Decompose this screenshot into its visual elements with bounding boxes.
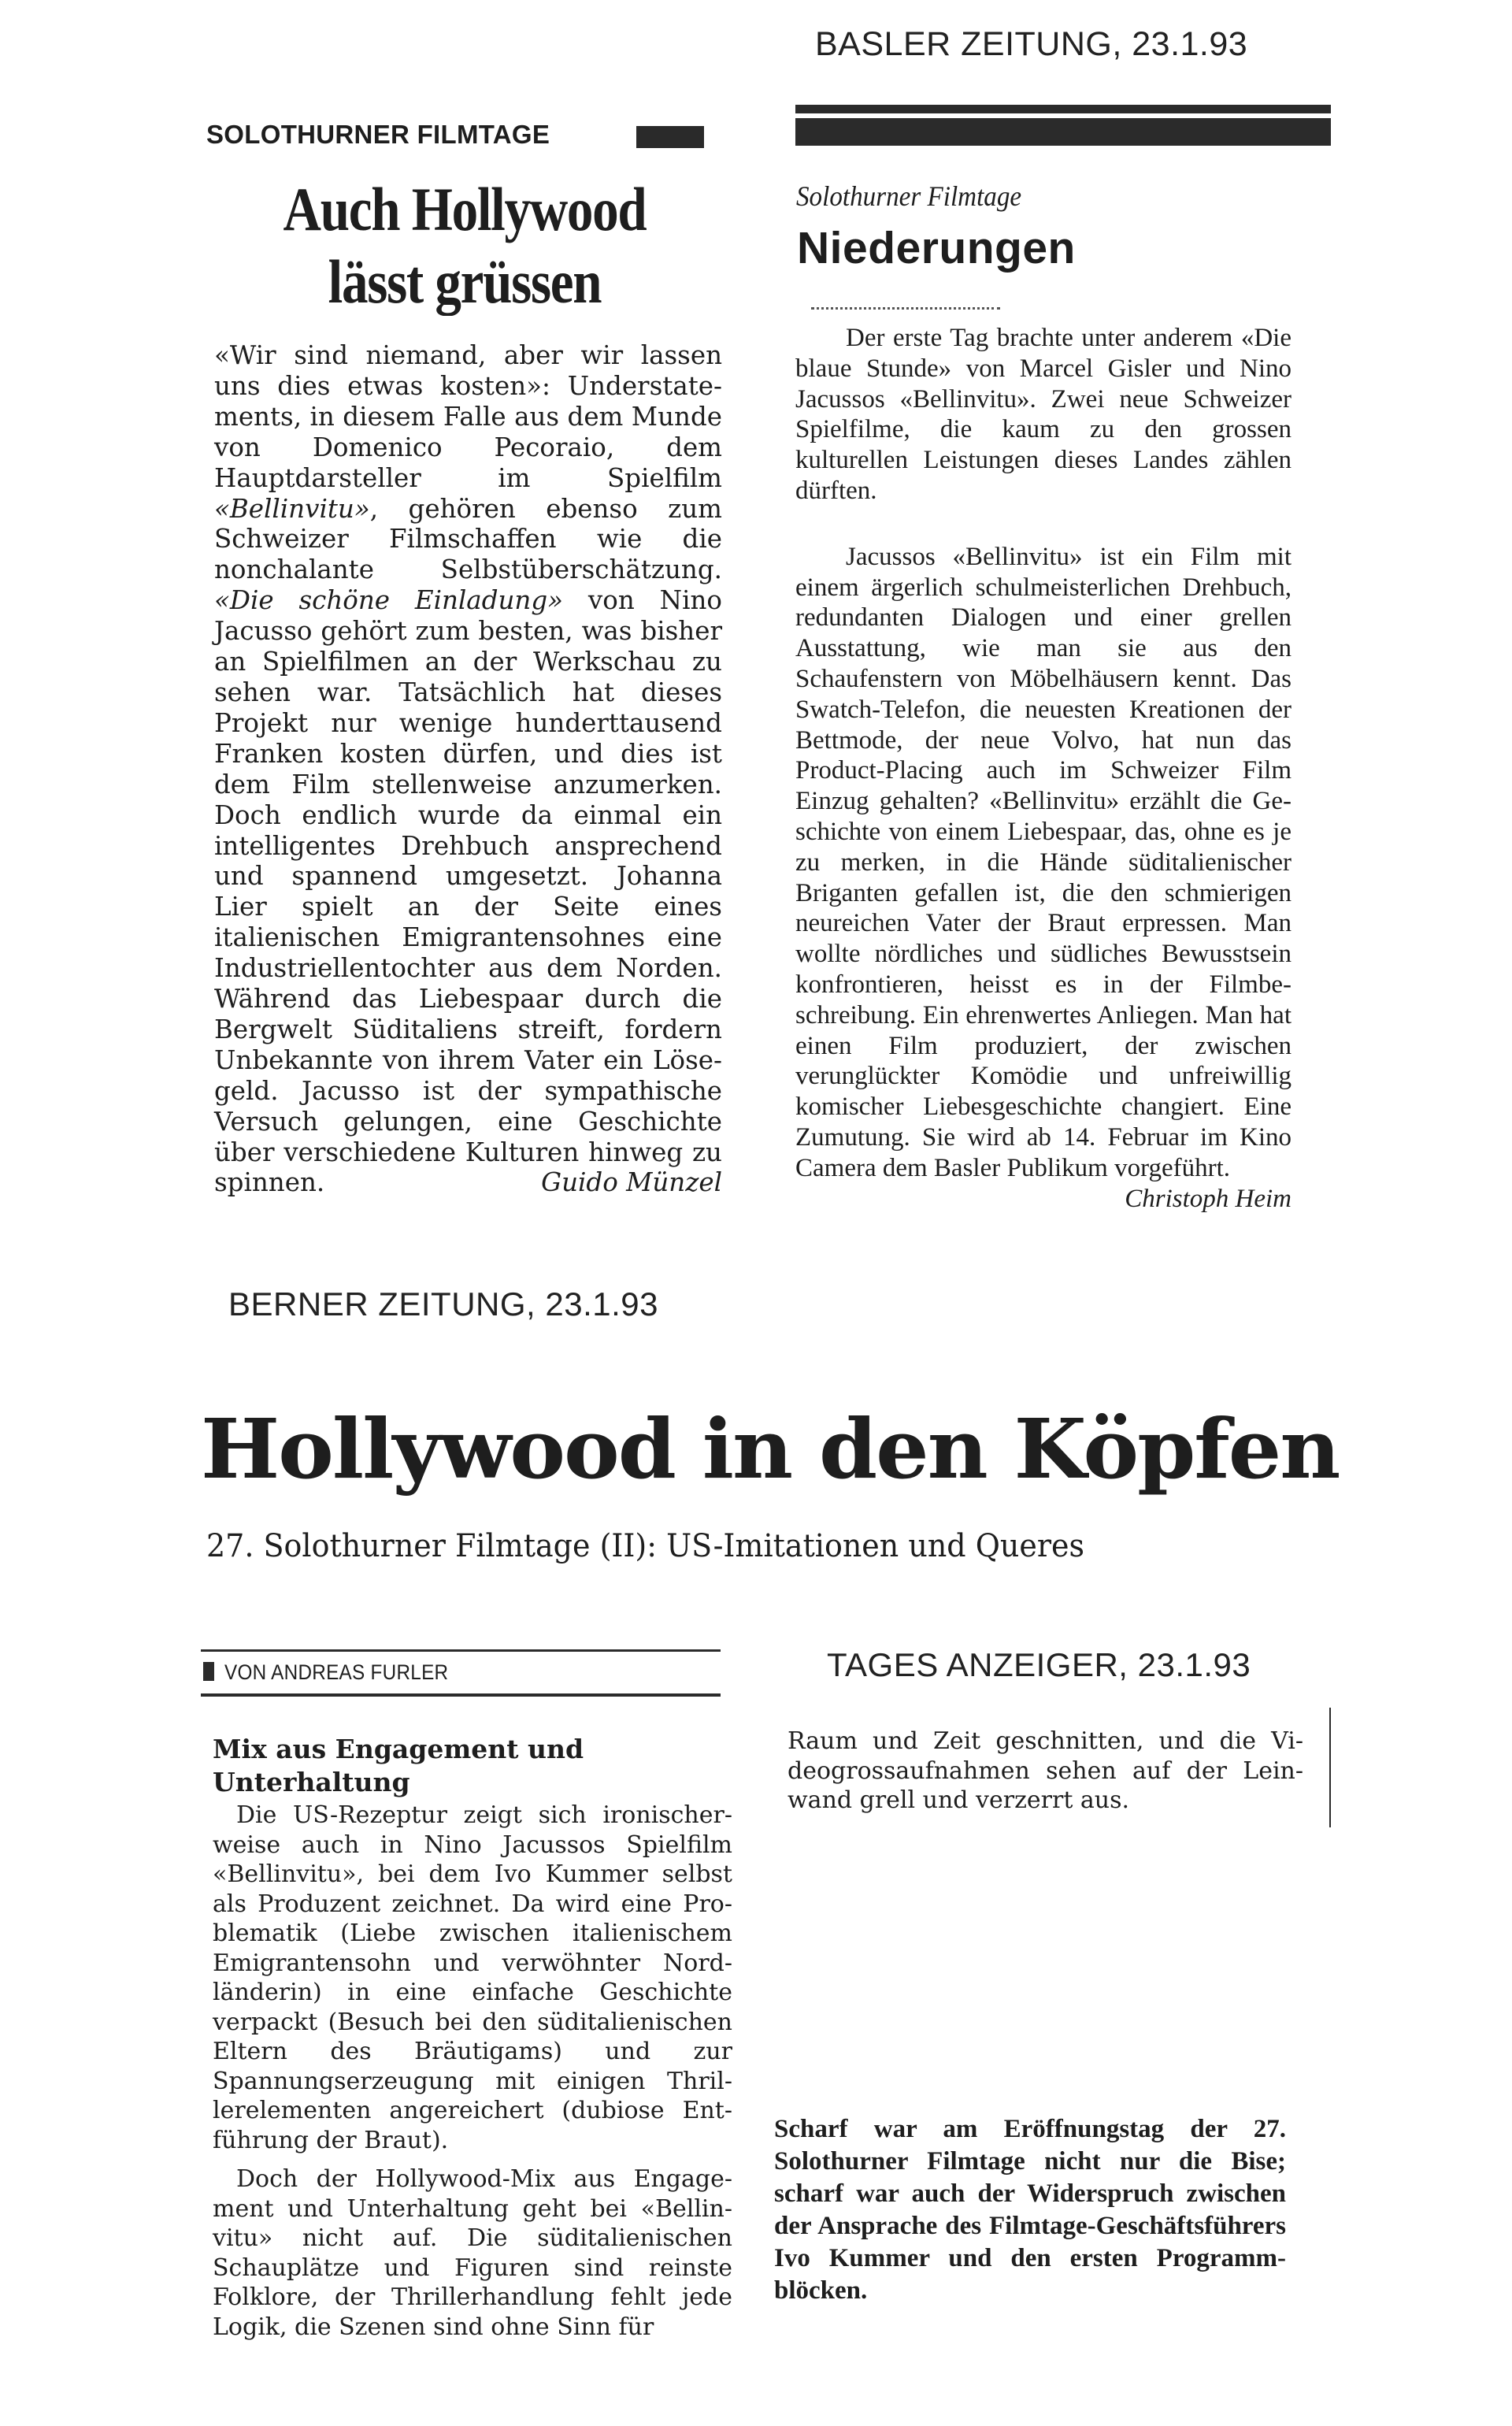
headline-niederungen: Niederungen [797,223,1076,273]
subhead-mix-aus-engagement: Mix aus Engagement und Unterhaltung [213,1734,584,1797]
source-basler-zeitung: BASLER ZEITUNG, 23.1.93 [815,25,1248,63]
rule-thin [795,105,1331,113]
headline-line-1: Auch Hollywood [283,175,647,243]
kicker-solothurner-filmtage-italic: Solothurner Filmtage [796,180,1022,212]
paragraph: Jacussos «Bellinvitu» ist ein Film mit einem ärgerlich schulmeisterlichen Drehbuch, redundanten Dialogen und einer grellen Ausstattung, wie man sie aus den Schaufenstern von Möbelhäusern kennt. Das Swatch-Telefon, die neuesten Kreationen der Bettmode, der neue Volvo, hat nun das Product-Placing auch im Schweizer Film Einzug gehalten? «Bellinvitu» erzählt die Geschichte von einem Liebespaar, das, ohne es je zu merken, in die Hände süditalienischer Briganten gefallen ist, die den schmierigen neureichen Vater der Braut erpressen. Man wollte nördliches und südliches Bewusstsein konfrontieren, heisst es in der Filmbeschreibung. Ein ehrenwertes Anliegen. Man hat einen Film produziert, der zwischen verunglückter Komödie und unfreiwillig komischer Liebesgeschichte changiert. Eine Zumutung. Sie wird ab 14. Februar im Kino Camera dem Basler Publikum vorgeführt. [795,542,1292,1182]
article-continuation: Raum und Zeit geschnitten, und die Videogrossaufnahmen sehen auf der Leinwand grell und verzerrt aus. [788,1727,1303,1814]
source-berner-zeitung: BERNER ZEITUNG, 23.1.93 [228,1285,658,1322]
paragraph: Die US-Rezeptur zeigt sich ironischerweise auch in Nino Jacussos Spielfilm «Bellinvitu», bei dem Ivo Kummer selbst als Produzent zeichnet. Da wird eine Problematik (Liebe zwischen italienischem Emigrantensohn und verwöhnter Nordländerin) in eine einfache Geschichte verpackt (Besuch bei den süditalienischen Eltern des Bräutigams) und zur Spannungserzeugung mit einigen Thrillerelementen angereichert (dubiose Entführung der Braut). [213,1801,732,2154]
article-body-basler [795,323,1292,1214]
body-segment: von Nino Jacusso gehört zum besten, was bisher an Spielfilmen an der Werkschau zu sehen war. Tatsächlich hat dieses Projekt nur wenige hunderttausend Franken kosten dürfen, und dies ist dem Film stellenweise anzumerken. Doch endlich wurde da einmal ein intelligentes Drehbuch ansprechend und spannend umgesetzt. Johanna Lier spielt an der Seite eines italienischen Emigrantensohnes eine Industriellentochter aus dem Norden. Während das Liebespaar durch die Bergwelt Süditaliens streift, fordern Unbekannte von ihrem Vater ein Lösegeld. Jacusso ist der sympathische Versuch gelungen, eine Geschichte über verschiedene Kulturen hinweg zu spinnen. [214,585,722,1198]
source-tages-anzeiger: TAGES ANZEIGER, 23.1.93 [827,1646,1251,1683]
film-title-bellinvitu: «Bellinvitu» [214,493,370,524]
body-segment: «Wir sind niemand, aber wir lassen uns dies etwas kosten»: Understatements, in diesem Falle aus dem Munde von Domenico Pecoraio, dem Hauptdarsteller im Spielfilm [214,340,722,493]
author-christoph-heim: Christoph Heim [1125,1184,1292,1213]
article-lead-bold: Scharf war am Eröffnungstag der 27. Solothurner Filmtage nicht nur die Bise; scharf war auch der Widerspruch zwischen der Ansprache des Filmtage-Geschäftsführers Ivo Kummer und den ersten Programmblöcken. [774,2115,1286,2305]
film-title-schoene-einladung: «Die schöne Einladung» [214,585,564,616]
article-body-tages [213,1801,732,2342]
paragraph: Doch der Hollywood-Mix aus Engagement und Unterhaltung geht bei «Bellinvitu» nicht auf. Die süditalienischen Schauplätze und Figuren sind reinste Folklore, der Thrillerhandlung fehlt jede Logik, die Szenen sind ohne Sinn für [213,2165,732,2341]
headline-hollywood-in-den-koepfen: Hollywood in den Köpfen [201,1400,1340,1497]
subtitle: 27. Solothurner Filmtage (II): US-Imitationen und Queres [206,1528,1084,1564]
paragraph: Der erste Tag brachte unter anderem «Die blaue Stunde» von Marcel Gisler und Nino Jacussos «Bellinvitu». Zwei neue Schweizer Spielfilme, die kaum zu den grossen kulturellen Leistungen dieses Landes zählen dürften. [795,324,1292,505]
headline-line-2: lässt grüssen [328,247,602,316]
byline-rule-top [201,1649,721,1652]
byline-square-icon [203,1662,214,1681]
article-body-berner [214,340,722,1198]
kicker-solothurner-filmtage: SOLOTHURNER FILMTAGE [206,120,550,149]
headline-auch-hollywood [261,173,668,318]
byline-andreas-furler: VON ANDREAS FURLER [224,1660,449,1684]
clipped-text-remnant [811,307,1000,313]
author-guido-muenzel: Guido Münzel [541,1167,722,1198]
byline-rule-bottom [201,1693,721,1697]
kicker-bar-decoration [636,126,704,148]
body-segment: , gehören ebenso zum Schweizer Filmschaffen wie die nonchalante Selbstüberschätzung. [214,493,722,585]
rule-thick [795,118,1331,146]
column-rule [1329,1708,1331,1827]
